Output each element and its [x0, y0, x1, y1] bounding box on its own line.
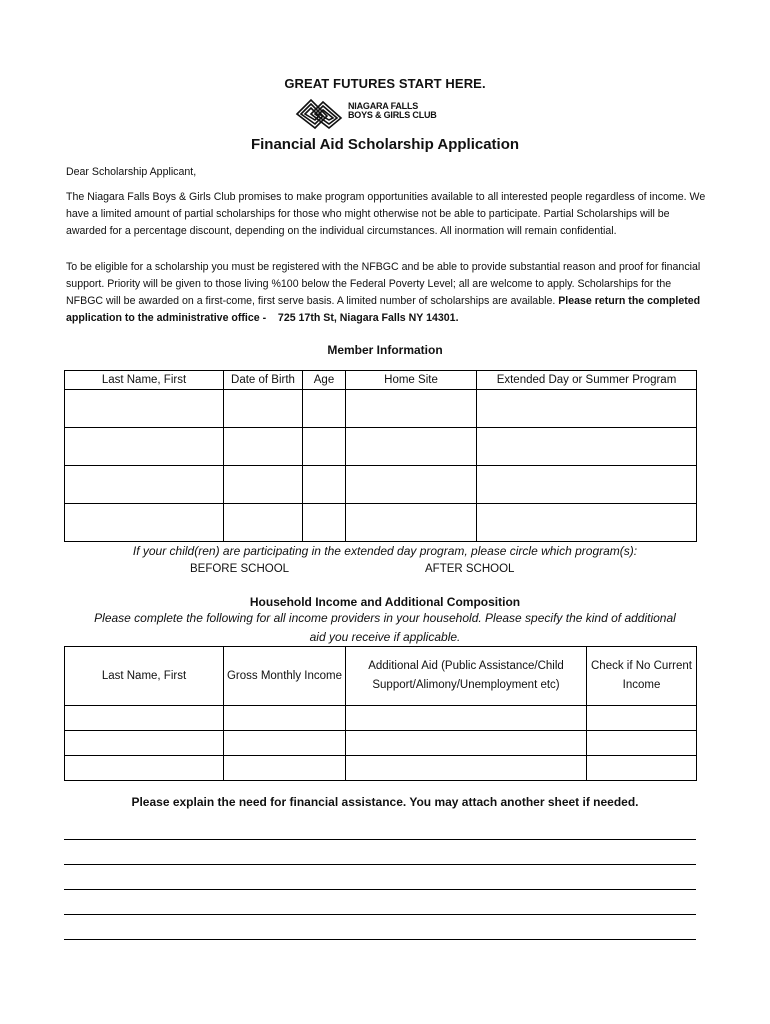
- input-cell[interactable]: [346, 706, 587, 731]
- greeting: Dear Scholarship Applicant,: [66, 166, 197, 178]
- input-cell[interactable]: [346, 731, 587, 756]
- input-cell[interactable]: [587, 706, 697, 731]
- return-note: Please return the completed application to the administrative office -: [66, 295, 701, 324]
- intro-paragraph: The Niagara Falls Boys & Girls Club promises to make program opportunities available to all interested people regardless of income. We have a limited amount of partial scholarships for those who might otherwise not be able to participate. Partial Scholarships will be awarded for a percentage discount, depending on the individual circumstances. All inormation will remain confidential.: [66, 191, 706, 237]
- member-table-header: [65, 371, 697, 390]
- input-cell[interactable]: [224, 428, 303, 466]
- input-cell[interactable]: [224, 706, 346, 731]
- income-table: [64, 646, 697, 781]
- option-before-school[interactable]: BEFORE SCHOOL: [190, 563, 290, 575]
- answer-line[interactable]: [64, 914, 696, 915]
- col-age: Age: [303, 371, 346, 390]
- eligibility-paragraph: [66, 259, 706, 327]
- table-row: [65, 731, 697, 756]
- table-row: [65, 504, 697, 542]
- logo-text: [348, 102, 437, 120]
- input-cell[interactable]: [65, 731, 224, 756]
- logo-line-1: NIAGARA FALLS: [348, 101, 419, 111]
- household-instruction-1: Please complete the following for all income providers in your household. Please specify the kind of additional: [94, 611, 676, 625]
- club-logo: [293, 96, 493, 132]
- household-instruction-2: aid you receive if applicable.: [309, 630, 461, 644]
- input-cell[interactable]: [303, 466, 346, 504]
- answer-line[interactable]: [64, 939, 696, 940]
- input-cell[interactable]: [477, 428, 697, 466]
- col-additional-aid: Additional Aid (Public Assistance/Child Support/Alimony/Unemployment etc): [346, 647, 587, 706]
- input-cell[interactable]: [65, 466, 224, 504]
- income-table-header: [65, 647, 697, 706]
- input-cell[interactable]: [65, 428, 224, 466]
- input-cell[interactable]: [224, 731, 346, 756]
- input-cell[interactable]: [303, 504, 346, 542]
- option-after-school[interactable]: AFTER SCHOOL: [425, 563, 515, 575]
- page-title: Financial Aid Scholarship Application: [250, 136, 520, 153]
- input-cell[interactable]: [346, 504, 477, 542]
- input-cell[interactable]: [224, 504, 303, 542]
- input-cell[interactable]: [65, 504, 224, 542]
- input-cell[interactable]: [477, 390, 697, 428]
- table-row: [65, 756, 697, 781]
- eligibility-text: To be eligible for a scholarship you must be registered with the NFBGC and be able to provide substantial reason and proof for financial support. Priority will be given to those living %100 below the Federal Poverty Level; all are welcome to apply. Scholarships for the NFBGC will be awarded on a first-come, first serve basis. A limited number of scholarships are available.: [66, 261, 701, 307]
- input-cell[interactable]: [224, 466, 303, 504]
- tagline: GREAT FUTURES START HERE.: [284, 76, 486, 91]
- input-cell[interactable]: [65, 390, 224, 428]
- club-logo-mark-icon: [293, 96, 345, 132]
- logo-line-2: BOYS & GIRLS CLUB: [348, 110, 437, 120]
- col-date-of-birth: Date of Birth: [224, 371, 303, 390]
- need-prompt: Please explain the need for financial assistance. You may attach another sheet if needed.: [131, 795, 639, 809]
- col-extended-day-program: Extended Day or Summer Program: [477, 371, 697, 390]
- program-circle-prompt: If your child(ren) are participating in the extended day program, please circle which program(s):: [132, 544, 638, 558]
- input-cell[interactable]: [346, 466, 477, 504]
- col-last-name-first: Last Name, First: [65, 371, 224, 390]
- input-cell[interactable]: [477, 466, 697, 504]
- input-cell[interactable]: [346, 756, 587, 781]
- col-income-name: Last Name, First: [65, 647, 224, 706]
- answer-line[interactable]: [64, 889, 696, 890]
- col-no-current-income: Check if No Current Income: [587, 647, 697, 706]
- input-cell[interactable]: [587, 731, 697, 756]
- col-home-site: Home Site: [346, 371, 477, 390]
- input-cell[interactable]: [587, 756, 697, 781]
- input-cell[interactable]: [303, 390, 346, 428]
- answer-line[interactable]: [64, 864, 696, 865]
- input-cell[interactable]: [65, 706, 224, 731]
- input-cell[interactable]: [224, 756, 346, 781]
- table-row: [65, 466, 697, 504]
- input-cell[interactable]: [346, 390, 477, 428]
- col-gross-monthly-income: Gross Monthly Income: [224, 647, 346, 706]
- input-cell[interactable]: [65, 756, 224, 781]
- table-row: [65, 390, 697, 428]
- input-cell[interactable]: [346, 428, 477, 466]
- table-row: [65, 706, 697, 731]
- input-cell[interactable]: [477, 504, 697, 542]
- table-row: [65, 428, 697, 466]
- answer-line[interactable]: [64, 839, 696, 840]
- input-cell[interactable]: [224, 390, 303, 428]
- household-heading: Household Income and Additional Composition: [249, 595, 521, 609]
- input-cell[interactable]: [303, 428, 346, 466]
- member-table: [64, 370, 697, 542]
- office-address: 725 17th St, Niagara Falls NY 14301.: [277, 312, 459, 324]
- member-info-heading: Member Information: [327, 343, 443, 357]
